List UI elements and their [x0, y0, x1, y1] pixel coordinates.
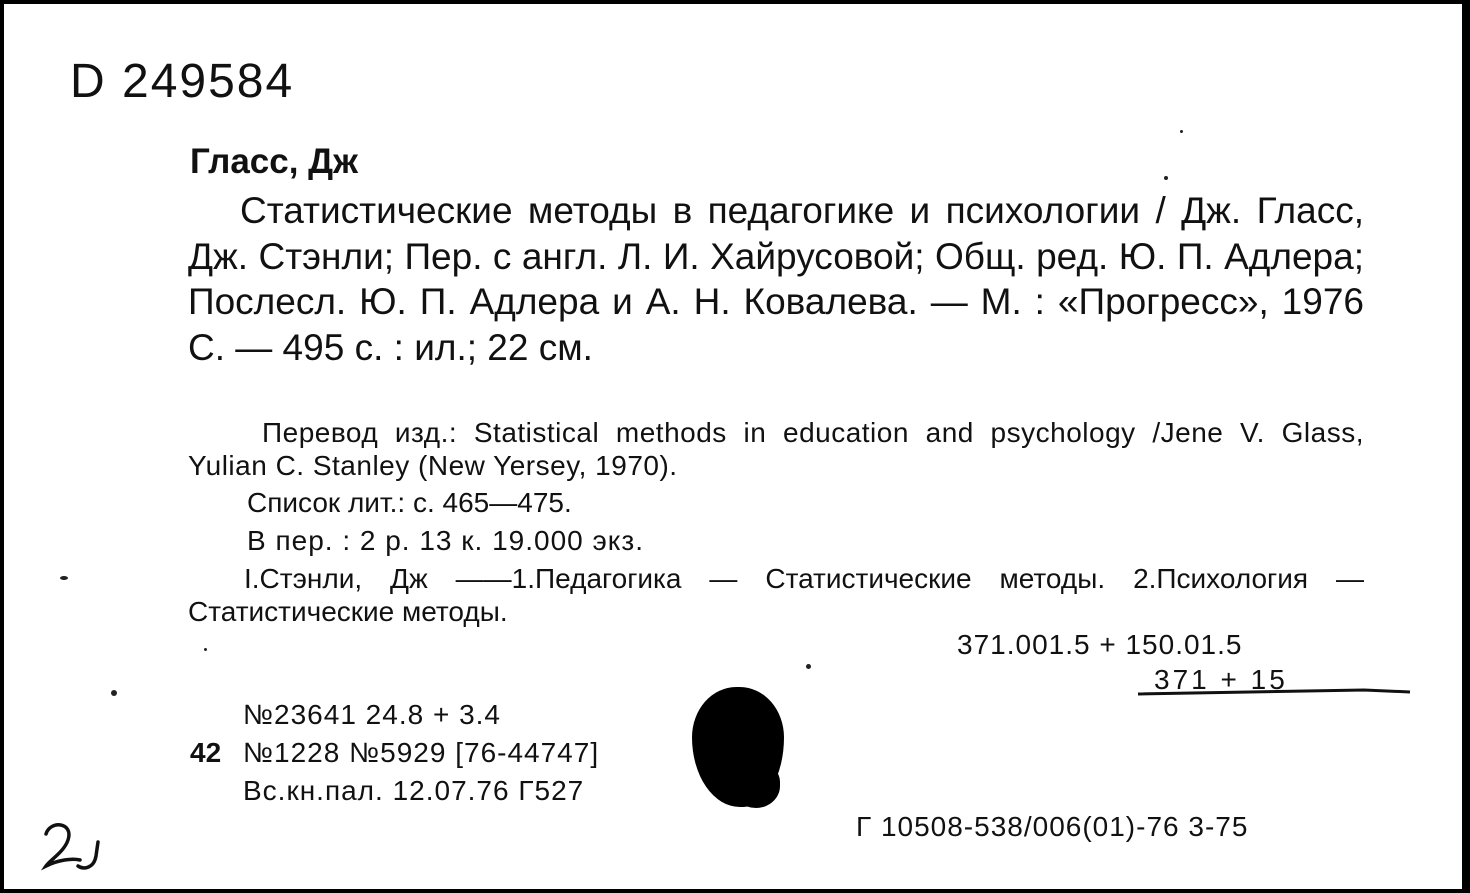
author-heading: Гласс, Дж	[190, 142, 358, 181]
record-prefix: 42	[190, 737, 222, 768]
catalog-code: Г 10508-538/006(01)-76 3-75	[856, 811, 1249, 842]
handwritten-mark	[40, 816, 120, 876]
catalog-card	[4, 4, 1462, 889]
original-edition-note: Перевод изд.: Statistical methods in education and psychology /Jene V. Glass, Yulian C. Stanley (New Yersey, 1970).	[188, 417, 1364, 481]
speck	[60, 576, 68, 580]
price-print-run: В пер. : 2 р. 13 к. 19.000 экз.	[247, 525, 644, 556]
strikethrough-line	[1134, 664, 1414, 704]
bibliography-note: Список лит.: с. 465—475.	[247, 487, 572, 518]
classification-index: 371.001.5 + 150.01.5	[957, 629, 1243, 660]
call-number: D 249584	[70, 55, 295, 108]
record-line-2: №1228 №5929 [76-44747]	[243, 737, 600, 768]
subject-headings: I.Стэнли, Дж ——1.Педагогика — Статистические методы. 2.Психология — Статистические методы.	[188, 563, 1364, 627]
struck-classification	[1134, 664, 1414, 704]
speck	[204, 648, 207, 651]
struck-classification-text: 371 + 15	[1154, 664, 1288, 695]
speck	[806, 664, 811, 669]
ink-blot-lower	[732, 764, 780, 808]
bibliographic-description: Статистические методы в педагогике и психологии / Дж. Гласс, Дж. Стэнли; Пер. с англ. Л. И. Хайрусовой; Общ. ред. Ю. П. Адлера; Послесл. Ю. П. Адлера и А. Н. Ковалева. — М. : «Прогресс», 1976 С. — 495 с. : ил.; 22 см.	[188, 190, 1364, 368]
speck	[1164, 176, 1168, 180]
record-line-3: Вс.кн.пал. 12.07.76 Г527	[243, 775, 585, 806]
speck	[1180, 130, 1183, 133]
speck	[111, 690, 117, 696]
handwritten-mark-drawing	[40, 816, 120, 876]
record-line-1: №23641 24.8 + 3.4	[243, 699, 502, 730]
